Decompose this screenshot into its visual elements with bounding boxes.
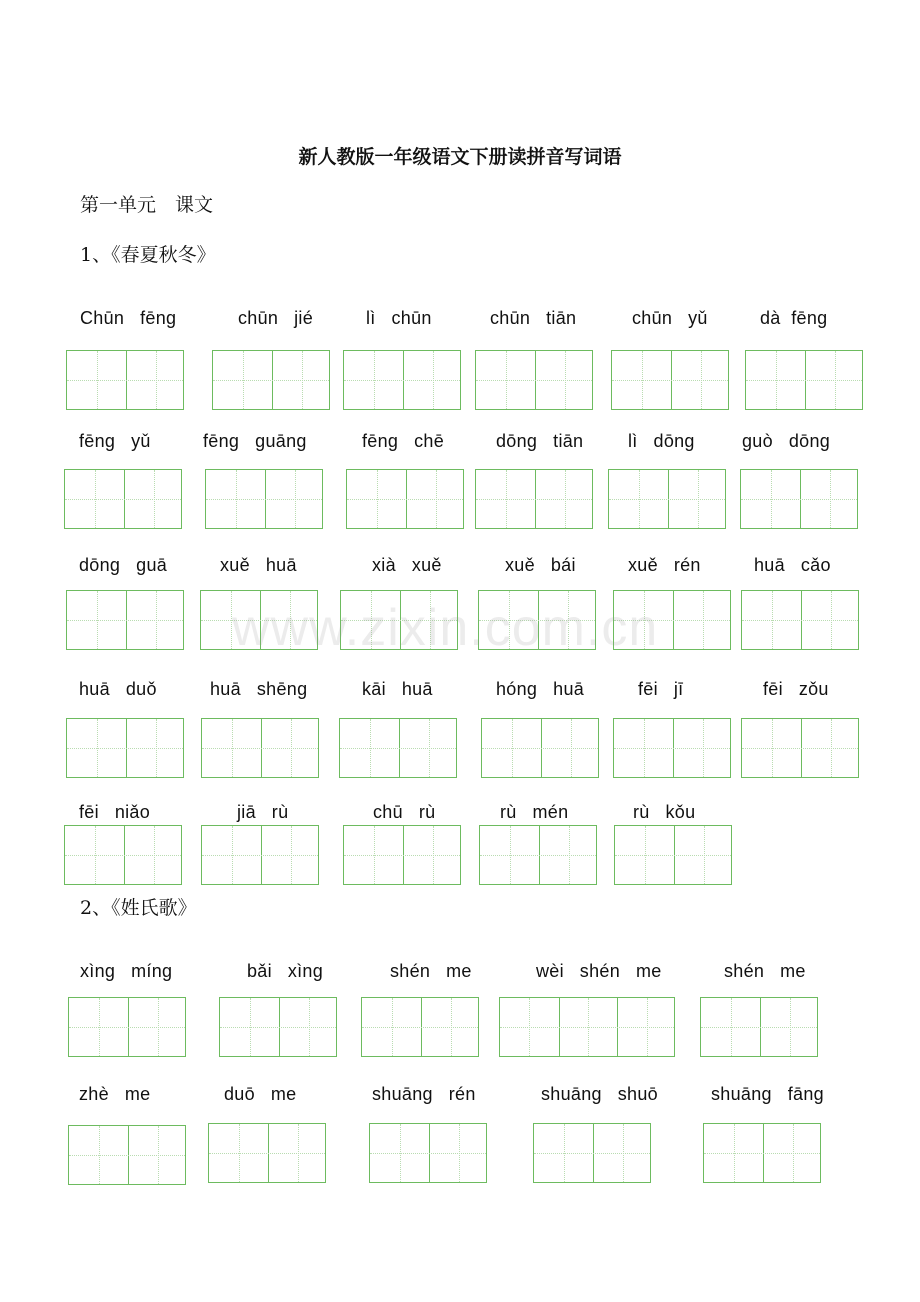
pinyin-label: xuě bái [505, 555, 576, 575]
writing-grid[interactable] [64, 469, 182, 529]
writing-grid[interactable] [66, 350, 184, 410]
grid-guide-line [615, 855, 731, 856]
grid-guide-line [202, 855, 318, 856]
writing-grid[interactable] [703, 1123, 821, 1183]
writing-grid[interactable] [613, 718, 731, 778]
pinyin-label: huā shēng [210, 679, 308, 699]
pinyin-label: chū rù [373, 802, 436, 822]
writing-grid[interactable] [745, 350, 863, 410]
grid-guide-line [534, 1153, 650, 1154]
grid-guide-line [476, 499, 592, 500]
writing-grid[interactable] [361, 997, 479, 1057]
grid-guide-line [482, 748, 598, 749]
pinyin-label: chūn yǔ [632, 308, 708, 328]
grid-guide-line [65, 855, 181, 856]
grid-guide-line [202, 748, 318, 749]
grid-guide-line [206, 499, 322, 500]
grid-guide-line [479, 620, 595, 621]
pinyin-label: shén me [390, 961, 472, 981]
grid-guide-line [476, 380, 592, 381]
writing-grid[interactable] [475, 350, 593, 410]
pinyin-label: fēng chē [362, 431, 445, 451]
pinyin-label: shuāng rén [372, 1084, 476, 1104]
pinyin-label: fēi niǎo [79, 802, 151, 822]
pinyin-label: guò dōng [742, 431, 831, 451]
grid-guide-line [67, 620, 183, 621]
writing-grid[interactable] [68, 1125, 186, 1185]
pinyin-label: wèi shén me [536, 961, 662, 981]
writing-grid[interactable] [201, 718, 319, 778]
writing-grid[interactable] [205, 469, 323, 529]
lesson-1-heading: 1、《春夏秋冬》 [80, 244, 216, 266]
pinyin-label: xìng míng [80, 961, 173, 981]
pinyin-label: Chūn fēng [80, 308, 177, 328]
pinyin-label: fēng yǔ [79, 431, 151, 451]
grid-guide-line [370, 1153, 486, 1154]
grid-guide-line [614, 620, 730, 621]
grid-guide-line [362, 1027, 478, 1028]
writing-grid[interactable] [339, 718, 457, 778]
grid-guide-line [742, 748, 858, 749]
grid-guide-line [612, 380, 728, 381]
pinyin-label: kāi huā [362, 679, 433, 699]
writing-grid[interactable] [611, 350, 729, 410]
grid-guide-line [344, 380, 460, 381]
pinyin-label: chūn jié [238, 308, 314, 328]
grid-guide-line [347, 499, 463, 500]
pinyin-label: xià xuě [372, 555, 442, 575]
writing-grid[interactable] [212, 350, 330, 410]
writing-grid[interactable] [608, 469, 726, 529]
grid-guide-line [220, 1027, 336, 1028]
pinyin-label: dōng tiān [496, 431, 584, 451]
pinyin-label: huā cǎo [754, 555, 831, 575]
pinyin-label: chūn tiān [490, 308, 577, 328]
writing-grid[interactable] [479, 825, 597, 885]
pinyin-label: shuāng shuō [541, 1084, 658, 1104]
writing-grid[interactable] [533, 1123, 651, 1183]
pinyin-label: xuě rén [628, 555, 701, 575]
grid-guide-line [69, 1027, 185, 1028]
pinyin-label: zhè me [79, 1084, 151, 1104]
writing-grid[interactable] [346, 469, 464, 529]
writing-grid[interactable] [66, 590, 184, 650]
grid-guide-line [746, 380, 862, 381]
grid-guide-line [65, 499, 181, 500]
grid-guide-line [614, 748, 730, 749]
writing-grid[interactable] [614, 825, 732, 885]
grid-guide-line [609, 499, 725, 500]
pinyin-label: bǎi xìng [247, 961, 324, 981]
grid-guide-line [201, 620, 317, 621]
page-title: 新人教版一年级语文下册读拼音写词语 [298, 146, 622, 168]
grid-guide-line [209, 1153, 325, 1154]
pinyin-label: rù mén [500, 802, 569, 822]
pinyin-label: hóng huā [496, 679, 585, 699]
grid-guide-line [741, 499, 857, 500]
writing-grid[interactable] [201, 825, 319, 885]
grid-guide-line [213, 380, 329, 381]
pinyin-label: fēi zǒu [763, 679, 829, 699]
grid-guide-line [500, 1027, 674, 1028]
pinyin-label: lì dōng [628, 431, 695, 451]
writing-grid[interactable] [741, 718, 859, 778]
writing-grid[interactable] [219, 997, 337, 1057]
writing-grid[interactable] [740, 469, 858, 529]
writing-grid[interactable] [478, 590, 596, 650]
writing-grid[interactable] [613, 590, 731, 650]
pinyin-label: dà fēng [760, 308, 828, 328]
writing-grid[interactable] [369, 1123, 487, 1183]
writing-grid[interactable] [200, 590, 318, 650]
pinyin-label: xuě huā [220, 555, 297, 575]
grid-guide-line [341, 620, 457, 621]
grid-guide-line [67, 380, 183, 381]
grid-guide-line [69, 1155, 185, 1156]
writing-grid[interactable] [499, 997, 675, 1057]
unit-heading: 第一单元 课文 [80, 194, 214, 216]
writing-grid[interactable] [481, 718, 599, 778]
pinyin-label: lì chūn [366, 308, 432, 328]
pinyin-label: dōng guā [79, 555, 168, 575]
writing-grid[interactable] [64, 825, 182, 885]
pinyin-label: fēng guāng [203, 431, 307, 451]
pinyin-label: duō me [224, 1084, 297, 1104]
writing-grid[interactable] [741, 590, 859, 650]
grid-guide-line [704, 1153, 820, 1154]
writing-grid[interactable] [208, 1123, 326, 1183]
grid-guide-line [340, 748, 456, 749]
writing-grid[interactable] [700, 997, 818, 1057]
writing-grid[interactable] [68, 997, 186, 1057]
grid-guide-line [480, 855, 596, 856]
pinyin-label: shuāng fāng [711, 1084, 824, 1104]
pinyin-label: huā duǒ [79, 679, 157, 699]
writing-grid[interactable] [475, 469, 593, 529]
pinyin-label: fēi jī [638, 679, 684, 699]
pinyin-label: rù kǒu [633, 802, 696, 822]
writing-grid[interactable] [343, 350, 461, 410]
grid-guide-line [344, 855, 460, 856]
writing-grid[interactable] [340, 590, 458, 650]
grid-guide-line [701, 1027, 817, 1028]
grid-guide-line [67, 748, 183, 749]
writing-grid[interactable] [66, 718, 184, 778]
pinyin-label: shén me [724, 961, 806, 981]
writing-grid[interactable] [343, 825, 461, 885]
lesson-2-heading: 2、《姓氏歌》 [80, 897, 197, 919]
pinyin-label: jiā rù [237, 802, 289, 822]
grid-guide-line [742, 620, 858, 621]
